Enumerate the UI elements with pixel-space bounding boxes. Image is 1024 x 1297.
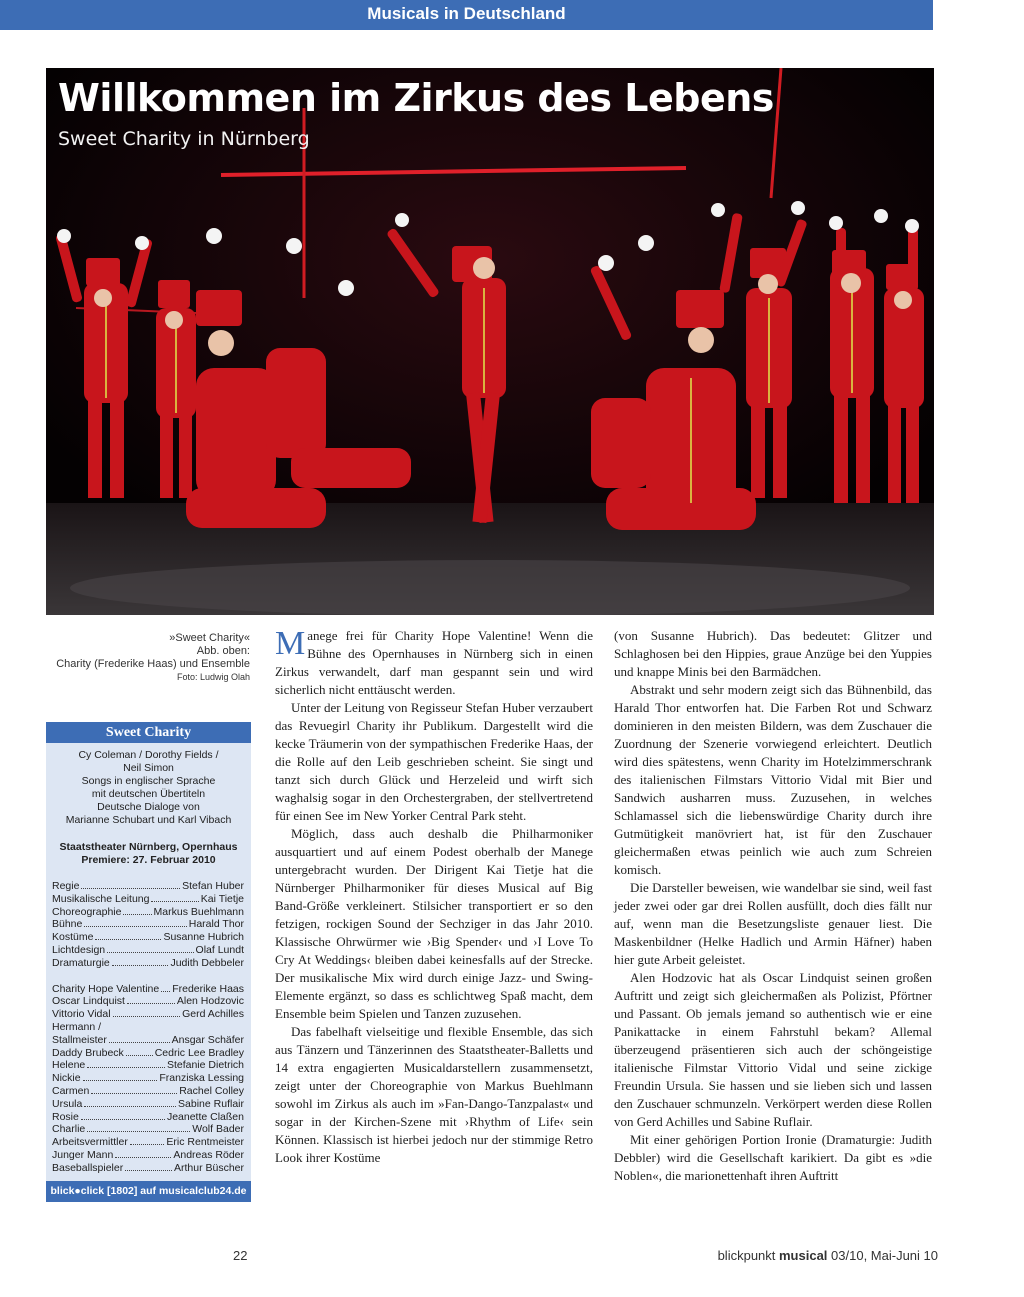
premiere-line: Premiere: 27. Februar 2010	[81, 854, 216, 866]
performer-name: Rachel Colley	[179, 1084, 244, 1097]
performer-name: Eric Rentmeister	[166, 1136, 244, 1149]
dot-leader	[115, 1157, 171, 1158]
info-box-title: Sweet Charity	[46, 722, 251, 743]
role-name: Nickie	[52, 1072, 81, 1085]
venue-info	[46, 841, 251, 867]
role-row	[52, 1136, 244, 1149]
credit-line: Marianne Schubart und Karl Vibach	[65, 814, 232, 826]
stage-illustration	[46, 68, 934, 615]
performer-name: Markus Buehlmann	[153, 905, 244, 918]
performer-name: Stefan Huber	[182, 880, 244, 892]
role-row	[52, 1085, 244, 1098]
magazine-name: musical	[779, 1248, 828, 1263]
role-row	[52, 1111, 244, 1124]
role-name: Junger Mann	[52, 1148, 114, 1161]
performer-name: Cedric Lee Bradley	[154, 1046, 244, 1059]
performer-name: Susanne Hubrich	[163, 931, 244, 944]
dot-leader	[151, 901, 198, 902]
performer-name: Sabine Ruflair	[178, 1097, 244, 1110]
credit-line: Neil Simon	[123, 762, 174, 774]
dot-leader	[161, 991, 170, 992]
role-name: Arbeitsvermittler	[52, 1136, 128, 1149]
magazine-prefix: blickpunkt	[717, 1248, 779, 1263]
photo-caption	[56, 632, 250, 684]
photo-credit: Foto: Ludwig Olah	[176, 672, 250, 682]
role-row	[52, 893, 244, 906]
role-row	[52, 1149, 244, 1162]
article-paragraph: Die Darsteller beweisen, wie wandelbar sie sind, weil fast jeder zwei oder gar drei Rollen ausfüllt, doch dies fällt nur auf, wenn man die Besetzungsliste genauer liest. Die Maskenbildner (Helke Hadlich und Armin Häfner) haben hier gute Arbeit geleistet.	[614, 880, 932, 967]
credit-line: Cy Coleman / Dorothy Fields /	[78, 749, 219, 761]
role-row	[52, 918, 244, 931]
dot-leader	[95, 939, 161, 940]
article-column-1	[275, 627, 593, 1167]
role-row	[52, 1162, 244, 1175]
dot-leader	[81, 888, 180, 889]
role-row	[52, 957, 244, 970]
performer-name: Wolf Bader	[192, 1123, 244, 1136]
dot-leader	[91, 1093, 177, 1094]
article-paragraph: Das fabelhaft vielseitige und flexible Ensemble, das sich aus Tänzern und Tänzerinnen des Staatstheater-Balletts und 14 extra engagierten Musicaldarstellern zusammensetzt, zeigt unter der Choreographie von Markus Buehlmann sowohl im Zirkus als auch im »Fan-Dango-Tanzpalast« und sogar in der Kirchen-Szene mit ›Rhythm of Life‹ sein Können. Klassisch ist hierbei jedoch nur der stimmige Retro Look ihrer Kostüme	[275, 1024, 593, 1165]
issue-info: 03/10, Mai-Juni 10	[827, 1248, 938, 1263]
role-name: Regie	[52, 880, 80, 892]
creative-credits	[46, 743, 251, 827]
role-row	[52, 1059, 244, 1072]
role-row	[52, 906, 244, 919]
article-paragraph: Mit einer gehörigen Portion Ironie (Dramaturgie: Judith Debbler) wird die Gesellschaft karikiert. Da gibt es »die Noblen«, die marionettenhaft ihren Auftritt	[614, 1132, 932, 1183]
performer-name: Franziska Lessing	[159, 1072, 244, 1085]
dot-leader	[81, 1119, 165, 1120]
caption-line: Abb. oben:	[196, 645, 250, 657]
performer-name: Olaf Lundt	[195, 943, 244, 956]
role-row	[52, 1047, 244, 1060]
role-row	[52, 1034, 244, 1047]
performer-name: Alen Hodzovic	[176, 995, 244, 1008]
role-row	[52, 995, 244, 1008]
dot-leader	[109, 1042, 170, 1043]
drop-cap: M	[275, 625, 306, 662]
role-row	[52, 931, 244, 944]
role-name: Stallmeister	[52, 1033, 107, 1046]
lead-text: anege frei für Charity Hope Valentine! Wenn die Bühne des Opernhauses in Nürnberg sich in einen Zirkus verwandelt, darf man gespannt sein und wird sicherlich nicht enttäuscht werden.	[275, 628, 593, 697]
role-row	[52, 1098, 244, 1111]
performer-name: Ansgar Schäfer	[171, 1033, 244, 1046]
role-name: Kostüme	[52, 931, 94, 944]
dot-leader	[107, 952, 193, 953]
credit-line: mit deutschen Übertiteln	[91, 788, 206, 800]
role-row	[52, 983, 244, 996]
role-name: Musikalische Leitung	[52, 892, 150, 905]
headline: Willkommen im Zirkus des Lebens	[58, 76, 774, 120]
cast-list	[46, 983, 251, 1175]
role-row	[52, 1123, 244, 1136]
performer-name: Gerd Achilles	[182, 1008, 244, 1021]
section-banner	[0, 0, 933, 30]
dot-leader	[87, 1131, 190, 1132]
role-name: Bühne	[52, 918, 83, 931]
performer-name: Jeanette Claßen	[166, 1110, 244, 1123]
web-link[interactable]: blick●click [1802] auf musicalclub24.de	[46, 1181, 251, 1202]
magazine-footer	[718, 1248, 938, 1263]
hero-photo	[46, 68, 934, 615]
dot-leader	[87, 1067, 165, 1068]
venue-line: Staatstheater Nürnberg, Opernhaus	[59, 841, 238, 853]
role-row	[52, 880, 244, 893]
performer-name: Frederike Haas	[172, 982, 244, 995]
dot-leader	[126, 1055, 153, 1056]
dot-leader	[123, 914, 151, 915]
article-paragraph: Alen Hodzovic hat als Oscar Lindquist seinen großen Auftritt und zeigt sich gleichermaßen als Polizist, Pförtner und Passant. Ob jemals jemand so authentisch wie er eine Panikattacke in einem Fahrstuhl bekam? Allemal überzeugend präsentieren sich auch der schöngeistige italienische Filmstar Vittorio Vidal und seine zickige Freundin Ursula. Sie hassen und sie lieben sich und lassen den Zuschauer schmunzeln. Verkörpert werden diese Rollen von Gerd Achilles und Sabine Ruflair.	[614, 970, 932, 1129]
dot-leader	[130, 1144, 165, 1145]
caption-line: Charity (Frederike Haas) und Ensemble	[56, 658, 250, 670]
role-row	[52, 1008, 244, 1021]
performer-name: Stefanie Dietrich	[166, 1059, 244, 1072]
performer-name: Arthur Büscher	[173, 1161, 244, 1174]
performer-name: Kai Tietje	[200, 892, 244, 905]
caption-line: »Sweet Charity«	[169, 632, 250, 644]
performer-name: Judith Debbeler	[170, 956, 244, 969]
role-name: Dramaturgie	[52, 956, 110, 969]
dot-leader	[84, 1106, 176, 1107]
performer-name: Andreas Röder	[173, 1148, 244, 1161]
role-row	[52, 944, 244, 957]
role-name: Lichtdesign	[52, 943, 106, 956]
role-row	[52, 1021, 244, 1034]
role-name: Hermann /	[52, 1020, 102, 1033]
role-name: Charlie	[52, 1123, 86, 1136]
dot-leader	[83, 1080, 158, 1081]
role-name: Oscar Lindquist	[52, 995, 125, 1008]
role-name: Baseballspieler	[52, 1161, 124, 1174]
page-number: 22	[233, 1248, 248, 1263]
role-name: Helene	[52, 1059, 86, 1072]
role-name: Vittorio Vidal	[52, 1008, 111, 1021]
article-paragraph: (von Susanne Hubrich). Das bedeutet: Glitzer und Schlaghosen bei den Hippies, graue Anzüge bei den Yuppies und knappe Minis bei den Barmädchen.	[614, 628, 932, 679]
credit-line: Deutsche Dialoge von	[97, 801, 200, 813]
section-title: Musicals in Deutschland	[367, 4, 566, 23]
article-paragraph: Möglich, dass auch deshalb die Philharmoniker ausquartiert und auf einem Podest oberhalb der Manege untergebracht wurden. Der Dirigent Kai Tietje hat die Nürnberger Philharmoniker für dieses Musical auf Big Band-Größe verkleinert. Stilsicher transportiert er so den fetzigen, rockigen Sound der Sechziger in das Jahr 2010. Klassische Ohrwürmer wie ›Big Spender‹ und ›I Love To Cry At Weddings‹ bleiben dabei keinesfalls auf der Strecke. Der musikalische Mix wird durch einige Jazz- und Swing-Elemente ergänzt, so dass es schlichtweg Spaß macht, dem Ensemble beim Spielen und Tanzen zuzusehen.	[275, 826, 593, 1021]
dot-leader	[125, 1170, 172, 1171]
role-name: Choreographie	[52, 905, 122, 918]
role-name: Ursula	[52, 1097, 83, 1110]
article-paragraph: Abstrakt und sehr modern zeigt sich das Bühnenbild, das Harald Thor entworfen hat. Die Farben Rot und Schwarz dominieren in den meisten Bildern, was dem Zuschauer die Zuordnung der Szenerie vorwiegend erleichtert. Deutlich wird dies spätestens, wenn Charity im Hotelzimmerschrank des italienischen Filmstars Vittorio Vidal mit Bier und Sandwich ausharren muss. Zuzusehen, in welches Schlamassel sich die liebenswürdige Charity durch ihre Gutmütigkeit manövriert hat, ist für den Zuschauer gleichermaßen etwas peinlich wie auch zum Schreien komisch.	[614, 682, 932, 877]
article-paragraph: Unter der Leitung von Regisseur Stefan Huber verzaubert das Revuegirl Charity ihr Publikum. Dargestellt wird die kecke Träumerin von der sympathischen Frederike Haas, der die Rolle auf den Leib geschrieben scheint. Sie singt und tanzt sich durch Glück und Herzeleid und wirft sich waghalsig sogar in den Orchestergraben, der stellvertretend für einen See im New Yorker Central Park steht.	[275, 700, 593, 823]
role-name: Carmen	[52, 1084, 90, 1097]
article-column-2	[614, 627, 932, 1185]
article-paragraph	[275, 627, 593, 699]
performer-name: Harald Thor	[188, 918, 244, 931]
dot-leader	[113, 1016, 181, 1017]
creative-team-list	[46, 880, 251, 970]
role-row	[52, 1072, 244, 1085]
info-box	[46, 722, 251, 1202]
subheadline: Sweet Charity in Nürnberg	[58, 128, 310, 150]
dot-leader	[127, 1003, 175, 1004]
role-name: Daddy Brubeck	[52, 1046, 124, 1059]
dot-leader	[84, 926, 186, 927]
role-name: Charity Hope Valentine	[52, 982, 160, 995]
dot-leader	[112, 965, 169, 966]
role-name: Rosie	[52, 1110, 79, 1123]
credit-line: Songs in englischer Sprache	[81, 775, 216, 787]
